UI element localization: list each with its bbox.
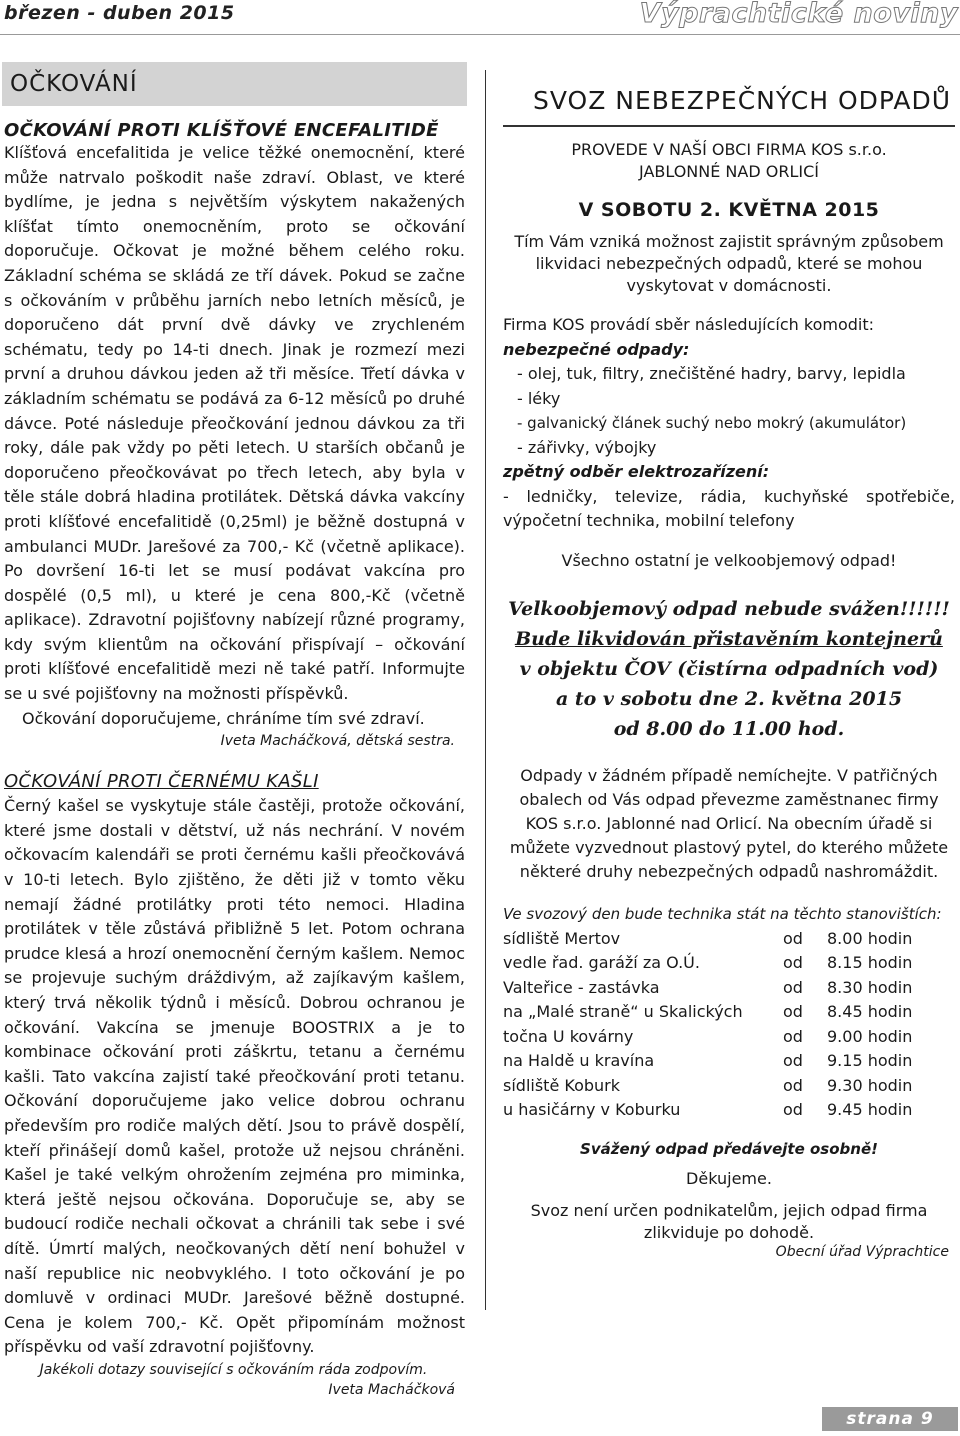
business-note: Svoz není určen podnikatelům, jejich odpad firma zlikviduje po dohodě. xyxy=(530,1201,928,1242)
waste-title: SVOZ NEBEZPEČNÝCH ODPADŮ xyxy=(533,86,952,115)
hazard-label: nebezpečné odpady: xyxy=(503,339,690,359)
table-row xyxy=(503,926,933,951)
bulky-line-2: Bude likvidován přistavěním kontejnerů xyxy=(515,627,943,650)
thanks: Děkujeme. xyxy=(686,1169,772,1188)
station-time: 9.30 hodin xyxy=(827,1075,913,1095)
section-band-title: OČKOVÁNÍ xyxy=(10,71,138,97)
closing-text: Očkování doporučujeme, chráníme tím své zdraví. xyxy=(22,708,425,728)
newspaper-title: Výprachtické noviny xyxy=(639,0,958,29)
firma-line: Firma KOS provádí sběr následujících komodit: xyxy=(503,315,874,334)
station-place: na „Malé straně“ u Skalických xyxy=(503,1002,743,1022)
station-time: 9.15 hodin xyxy=(827,1051,913,1071)
right-column xyxy=(503,62,955,1332)
station-place: sídliště Mertov xyxy=(503,928,621,948)
provider-line-1: PROVEDE V NAŠÍ OBCI FIRMA KOS s.r.o. xyxy=(571,140,887,159)
article-title-encefalitida: OČKOVÁNÍ PROTI KLÍŠŤOVÉ ENCEFALITIDĚ xyxy=(4,120,439,141)
page-number: strana 9 xyxy=(822,1407,958,1431)
column-divider xyxy=(485,70,486,1310)
station-od: od xyxy=(783,1075,803,1095)
bulky-line-1: Velkoobjemový odpad nebude svážen!!!!!! xyxy=(508,597,950,620)
station-time: 9.45 hodin xyxy=(827,1100,913,1120)
station-od: od xyxy=(783,1002,803,1022)
stations-title: Ve svozový den bude technika stát na těchto stanovištích: xyxy=(503,904,942,923)
table-row xyxy=(503,951,933,976)
office-signature: Obecní úřad Výprachtice xyxy=(775,1244,949,1260)
stations-table xyxy=(503,926,933,1122)
table-row xyxy=(503,975,933,1000)
station-time: 9.00 hodin xyxy=(827,1026,913,1046)
article-closing-encefalitida xyxy=(4,707,465,732)
table-row xyxy=(503,1073,933,1098)
intro-text: Tím Vám vzniká možnost zajistit správným způsobem likvidaci nebezpečných odpadů, které se mohou vyskytovat v domácnosti. xyxy=(514,232,944,295)
handover-note: Svážený odpad předávejte osobně! xyxy=(580,1140,878,1158)
table-row xyxy=(503,1098,933,1123)
station-od: od xyxy=(783,953,803,973)
hazard-item: - galvanický článek suchý nebo mokrý (akumulátor) xyxy=(517,414,907,432)
station-time: 8.45 hodin xyxy=(827,1002,913,1022)
station-od: od xyxy=(783,1100,803,1120)
handling-notice: Odpady v žádném případě nemíchejte. V patřičných obalech od Vás odpad převezme zaměstnanec firmy KOS s.r.o. Jablonné nad Orlicí. Na obecním úřadě si můžete vyzvednout plastový pytel, do kterého můžete některé druhy nebezpečných odpadů nashromáždit. xyxy=(509,765,949,881)
station-time: 8.15 hodin xyxy=(827,953,913,973)
station-place: vedle řad. garáží za O.Ú. xyxy=(503,953,700,973)
station-od: od xyxy=(783,977,803,997)
hazard-item: - léky xyxy=(517,388,561,408)
left-column xyxy=(0,62,467,1398)
station-place: na Haldě u kravína xyxy=(503,1051,655,1071)
table-row xyxy=(503,1049,933,1074)
article-body-cerny-kasel: Černý kašel se vyskytuje stále častěji, protože očkování, které jsme dostali v dětství, už nás nechrání. V novém očkovacím kalendáři se proti černému kašli přeočkovává v 10-ti letech. Bylo zjištěno, že děti již v tomto věku nemají žádné protilátky proti této nemoci. Hladina protilátek v těle zůstává přibližně 5 let. Potom ochrana prudce klesá a hrozí onemocnění černým kašlem. Nemoc se projevuje suchým dráždivým, až zajíkavým kašlem, který trvá několik týdnů i měsíců. Dobrou ochranou je očkování. Vakcína se jmenuje BOOSTRIX a je to kombinace očkování proti záškrtu, tetanu a černému kašli. Tato vakcína zajistí také přeočkování proti tetanu. Očkování doporučujeme jako velice dobrou ochranu především pro rodiče malých dětí. Jsou to právě dospělí, kteří přinášejí domů kašel, protože už nejsou chráněni. Kašel je také velkým ohrožením zejména pro miminka, která ještě nejsou očkována. Doporučuje se, aby se budoucí rodiče nechali očkovat a chránili tak sebe i své dítě. Úmrtí malých, neočkovaných dětí není bohužel v naší republice nic neobvyklého. I toto očkování je po domluvě v ordinaci MUDr. Jarešové běžně dostupné. Cena je kolem 700,- Kč. Opět připomínám možnost příspěvku od vaší zdravotní pojišťovny. xyxy=(4,796,465,1357)
article-title-cerny-kasel: OČKOVÁNÍ PROTI ČERNÉMU KAŠLI xyxy=(4,771,319,793)
hazard-item: - zářivky, výbojky xyxy=(517,437,657,457)
header-date: březen - duben 2015 xyxy=(4,2,235,24)
station-time: 8.00 hodin xyxy=(827,928,913,948)
header-rule xyxy=(0,34,960,35)
station-od: od xyxy=(783,1051,803,1071)
bulky-line-3: v objektu ČOV (čistírna odpadních vod) xyxy=(519,657,939,680)
station-time: 8.30 hodin xyxy=(827,977,913,997)
provider-line-2: JABLONNÉ NAD ORLICÍ xyxy=(639,162,819,181)
question-note: Jakékoli dotazy související s očkováním ráda zodpovím. xyxy=(39,1361,428,1378)
bulky-line-4: a to v sobotu dne 2. května 2015 xyxy=(555,687,903,710)
station-place: točna U kovárny xyxy=(503,1026,634,1046)
station-place: sídliště Koburk xyxy=(503,1075,620,1095)
signature-1: Iveta Macháčková, dětská sestra. xyxy=(220,733,455,750)
table-row xyxy=(503,1000,933,1025)
signature-2: Iveta Macháčková xyxy=(328,1381,455,1398)
article-body-encefalitida: Klíšťová encefalitida je velice těžké onemocnění, které může natrvalo poškodit naše zdraví. Oblast, ve které bydlíme, je jedna s největším výskytem nakažených klíšťat tímto onemocněním, proto se očkování doporučuje. Očkovat je možné během celého roku. Základní schéma se skládá ze tří dávek. Pokud se začne s očkováním v průběhu jarních nebo letních měsíců, je doporučeno dát první dvě dávky ve zrychleném schématu, tedy po 14-ti dnech. Jinak je rozmezí mezi první a druhou dávkou jeden až tři měsíce. Třetí dávka v základním schématu se podává za 6-12 měsíců po druhé dávce. Poté následuje přeočkování jednou dávkou za tři roky, dále pak vždy po pěti letech. U starších občanů je doporučeno přeočkovávat po třech letech, aby byla v těle stále dobrá hladina protilátek. Dětská dávka vakcíny proti klíšťové encefalitidě (0,25ml) je běžně dostupná v ambulanci MUDr. Jarešové za 700,- Kč (včetně aplikace). Po dovršení 16-ti let se musí podávat vakcína pro dospělé (0,5 ml), u které je cena 800,-Kč (včetně aplikace). Zdravotní pojišťovny nabízejí různé programy, kdy svým klientům na očkování přispívají – očkování proti klíšťové encefalitidě mezi ně také patří. Informujte se u své pojišťovny na možnosti příspěvků. xyxy=(4,143,465,704)
electro-label: zpětný odběr elektrozařízení: xyxy=(503,462,770,481)
table-row xyxy=(503,1024,933,1049)
bulky-waste-notice xyxy=(503,594,955,744)
station-od: od xyxy=(783,1026,803,1046)
hazard-item: - olej, tuk, filtry, znečištěné hadry, barvy, lepidla xyxy=(517,364,906,383)
section-band xyxy=(2,62,467,106)
station-od: od xyxy=(783,928,803,948)
station-place: u hasičárny v Koburku xyxy=(503,1100,681,1120)
collection-date: V SOBOTU 2. KVĚTNA 2015 xyxy=(578,199,880,221)
electro-text: - ledničky, televize, rádia, kuchyňské spotřebiče, výpočetní technika, mobilní telefony xyxy=(503,486,955,530)
bulky-line-5: od 8.00 do 11.00 hod. xyxy=(613,717,845,740)
other-waste-note: Všechno ostatní je velkoobjemový odpad! xyxy=(561,550,897,570)
station-place: Valteřice - zastávka xyxy=(503,977,660,997)
